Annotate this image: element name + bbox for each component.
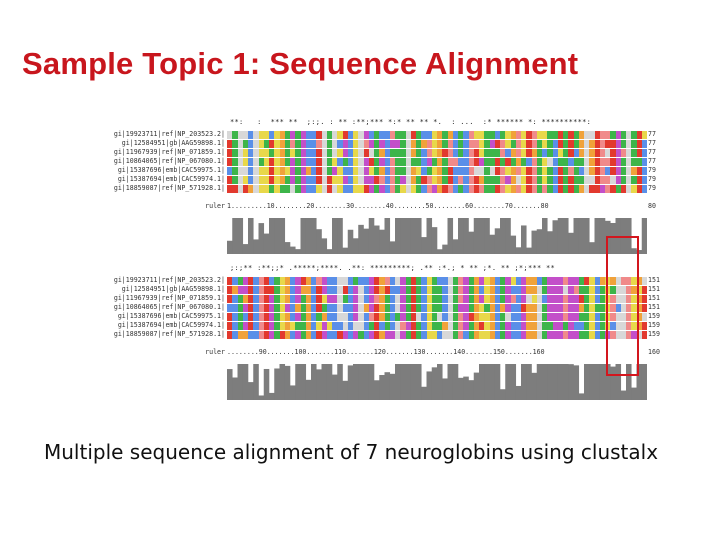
- conservation-bar: [306, 380, 312, 400]
- conservation-bar: [411, 218, 417, 254]
- conservation-bar: [505, 364, 511, 400]
- conservation-bar: [490, 235, 496, 254]
- conservation-histogram: [227, 364, 647, 400]
- conservation-bar: [526, 364, 532, 400]
- conservation-bar: [537, 229, 543, 254]
- conservation-bar: [306, 218, 312, 254]
- conservation-bar: [553, 364, 559, 400]
- conservation-bar: [238, 364, 244, 400]
- end-number: 159: [648, 321, 660, 329]
- end-number: 151: [648, 294, 660, 302]
- conservation-bar: [432, 367, 438, 400]
- sequence-row: [227, 285, 647, 294]
- conservation-bar: [458, 378, 464, 400]
- sequence-row: [227, 294, 647, 303]
- conservation-bar: [505, 218, 511, 254]
- sequence-name: gi|19923711|ref|NP_203523.2|: [113, 276, 225, 284]
- conservation-bar: [448, 218, 454, 254]
- conservation-bar: [264, 369, 270, 400]
- residue-cell: [642, 140, 647, 148]
- conservation-bar: [563, 218, 569, 254]
- consensus-line: **: : *** ** ;:;. : ** :**;*** *:* ** ** *. : ... :* ****** *: **********:: [230, 118, 592, 126]
- conservation-bar: [479, 218, 485, 254]
- conservation-bar: [421, 387, 427, 400]
- conservation-bar: [511, 364, 517, 400]
- conservation-bar: [227, 369, 233, 400]
- conservation-bar: [537, 364, 543, 400]
- conservation-bar: [500, 218, 506, 254]
- conservation-bar: [374, 226, 380, 254]
- conservation-bar: [301, 218, 307, 254]
- conservation-bar: [442, 378, 448, 400]
- residue-cell: [642, 331, 647, 339]
- conservation-bar: [358, 225, 364, 254]
- conservation-bar: [411, 364, 417, 400]
- conservation-bar: [432, 227, 438, 254]
- conservation-bar: [269, 218, 275, 254]
- sequence-row: [227, 276, 647, 285]
- alignment-figure: [70, 118, 660, 400]
- sequence-name: gi|18859087|ref|NP_571928.1|: [113, 330, 225, 338]
- conservation-bar: [290, 247, 296, 254]
- sequence-row: [227, 321, 647, 330]
- residue-cell: [642, 286, 647, 294]
- sequence-name: gi|15387694|emb|CAC59974.1|: [117, 175, 225, 183]
- ruler-label: ruler: [205, 348, 225, 356]
- sequence-row: [227, 303, 647, 312]
- conservation-bar: [521, 225, 527, 254]
- conservation-bar: [406, 218, 412, 254]
- conservation-bar: [327, 364, 333, 400]
- conservation-bar: [400, 218, 406, 254]
- residue-cell: [642, 167, 647, 175]
- conservation-bar: [563, 364, 569, 400]
- sequence-name: gi|19923711|ref|NP_203523.2|: [113, 130, 225, 138]
- residue-cell: [642, 313, 647, 321]
- conservation-bar: [348, 230, 354, 254]
- conservation-bar: [295, 364, 301, 400]
- conservation-bar: [358, 364, 364, 400]
- conservation-bar: [264, 234, 270, 254]
- conservation-bar: [427, 218, 433, 254]
- conservation-bar: [532, 231, 538, 254]
- sequence-row: [227, 312, 647, 321]
- conservation-bar: [631, 388, 637, 400]
- conservation-bar: [337, 364, 343, 400]
- sequence-name: gi|15387696|emb|CAC59975.1|: [117, 312, 225, 320]
- conservation-bar: [500, 389, 506, 400]
- conservation-bar: [322, 364, 328, 400]
- conservation-bar: [589, 242, 595, 254]
- conservation-bar: [547, 231, 553, 254]
- residue-cell: [642, 149, 647, 157]
- conservation-bar: [600, 218, 606, 254]
- end-number: 151: [648, 276, 660, 284]
- conservation-bar: [558, 364, 564, 400]
- ruler-label: ruler: [205, 202, 225, 210]
- sequence-rows: [227, 130, 647, 193]
- ruler-end-number: 160: [648, 348, 660, 356]
- end-number: 77: [648, 139, 656, 147]
- conservation-bar: [553, 220, 559, 254]
- conservation-bar: [416, 218, 422, 254]
- sequence-row: [227, 130, 647, 139]
- conservation-bar: [621, 391, 627, 400]
- sequence-row: [227, 139, 647, 148]
- sequence-row: [227, 175, 647, 184]
- conservation-bar: [274, 218, 280, 254]
- end-number: 151: [648, 303, 660, 311]
- conservation-bar: [322, 238, 328, 254]
- conservation-bar: [469, 380, 475, 400]
- conservation-bar: [589, 364, 595, 400]
- conservation-bar: [316, 369, 322, 400]
- conservation-bar: [579, 393, 585, 400]
- conservation-bar: [516, 386, 522, 400]
- conservation-bar: [584, 364, 590, 400]
- conservation-bar: [437, 249, 443, 254]
- conservation-bar: [379, 375, 385, 400]
- conservation-bar: [374, 380, 380, 400]
- conservation-bar: [301, 364, 307, 400]
- conservation-bar: [243, 364, 249, 400]
- conservation-bar: [453, 364, 459, 400]
- conservation-bar: [285, 242, 291, 254]
- conservation-bar: [558, 218, 564, 254]
- end-number: 77: [648, 130, 656, 138]
- conservation-bar: [364, 229, 370, 254]
- conservation-bar: [568, 233, 574, 254]
- conservation-bar: [280, 364, 286, 400]
- end-number: 77: [648, 148, 656, 156]
- conservation-bar: [269, 393, 275, 400]
- end-number: 159: [648, 312, 660, 320]
- conservation-bar: [238, 218, 244, 254]
- conservation-bar: [343, 248, 349, 254]
- conservation-bar: [311, 364, 317, 400]
- sequence-rows: [227, 276, 647, 339]
- conservation-bar: [595, 364, 601, 400]
- conservation-bar: [516, 247, 522, 254]
- conservation-bar: [574, 218, 580, 254]
- conservation-bar: [385, 218, 391, 254]
- conservation-bar: [427, 371, 433, 400]
- end-number: 79: [648, 184, 656, 192]
- ruler: 1.........10........20........30........40........50........60........70.......80: [227, 202, 549, 210]
- conservation-bar: [243, 244, 249, 254]
- conservation-bar: [390, 374, 396, 400]
- conservation-bar: [395, 364, 401, 400]
- end-number: 79: [648, 166, 656, 174]
- sequence-end-numbers: [648, 276, 678, 339]
- sequence-name: gi|11967939|ref|NP_071859.1|: [113, 148, 225, 156]
- residue-cell: [642, 158, 647, 166]
- conservation-bar: [353, 238, 359, 254]
- conservation-bar: [353, 364, 359, 400]
- conservation-bar: [479, 364, 485, 400]
- conservation-bar: [385, 372, 391, 400]
- conservation-bar: [395, 218, 401, 254]
- residue-cell: [642, 185, 647, 193]
- conservation-bar: [259, 223, 265, 254]
- conservation-bar: [274, 368, 280, 400]
- conservation-bar: [542, 218, 548, 254]
- sequence-row: [227, 184, 647, 193]
- conservation-bar: [474, 218, 480, 254]
- conservation-bar: [458, 218, 464, 254]
- residue-cell: [642, 176, 647, 184]
- conservation-bar: [469, 232, 475, 254]
- conservation-bar: [521, 364, 527, 400]
- sequence-end-numbers: [648, 130, 678, 193]
- highlight-box: [606, 236, 639, 376]
- conservation-bar: [280, 218, 286, 254]
- residue-cell: [642, 131, 647, 139]
- conservation-bar: [448, 364, 454, 400]
- conservation-bar: [526, 248, 532, 254]
- conservation-bar: [421, 237, 427, 254]
- conservation-bar: [547, 364, 553, 400]
- conservation-bar: [442, 245, 448, 254]
- conservation-bar: [253, 239, 259, 254]
- conservation-bar: [474, 373, 480, 400]
- conservation-bar: [259, 395, 265, 400]
- conservation-bar: [416, 364, 422, 400]
- conservation-bar: [248, 218, 254, 254]
- conservation-bar: [253, 364, 259, 400]
- conservation-bar: [406, 364, 412, 400]
- conservation-bar: [232, 378, 238, 401]
- sequence-row: [227, 330, 647, 339]
- end-number: 159: [648, 330, 660, 338]
- sequence-names: [70, 130, 225, 193]
- conservation-bar: [337, 218, 343, 254]
- conservation-bar: [484, 364, 490, 400]
- conservation-bar: [295, 249, 301, 254]
- residue-cell: [642, 295, 647, 303]
- conservation-bar: [484, 218, 490, 254]
- conservation-bar: [453, 239, 459, 254]
- conservation-bar: [400, 364, 406, 400]
- conservation-bar: [595, 218, 601, 254]
- sequence-name: gi|18859087|ref|NP_571928.1|: [113, 184, 225, 192]
- conservation-bar: [579, 218, 585, 254]
- conservation-bar: [642, 218, 647, 254]
- end-number: 77: [648, 157, 656, 165]
- conservation-bar: [332, 218, 338, 254]
- conservation-bar: [327, 249, 333, 254]
- sequence-row: [227, 148, 647, 157]
- conservation-bar: [642, 364, 647, 400]
- conservation-bar: [348, 365, 354, 400]
- conservation-bar: [463, 377, 469, 400]
- conservation-bar: [332, 375, 338, 400]
- ruler: ........90.......100.......110.......120.......130.......140.......150.......160: [227, 348, 545, 356]
- conservation-bar: [568, 364, 574, 400]
- conservation-bar: [437, 364, 443, 400]
- residue-cell: [642, 277, 647, 285]
- consensus-line: ;:;** :**;;* .*****;****. .**: *********; .** :*.; * ** ;*. ** ;*;*** **: [230, 264, 556, 272]
- conservation-bar: [227, 241, 233, 254]
- conservation-bar: [316, 229, 322, 254]
- conservation-bar: [490, 364, 496, 400]
- residue-cell: [642, 304, 647, 312]
- conservation-bar: [495, 364, 501, 400]
- conservation-bar: [379, 230, 385, 254]
- conservation-bar: [369, 218, 375, 254]
- conservation-bar: [248, 382, 254, 400]
- conservation-bar: [542, 364, 548, 400]
- conservation-bar: [532, 373, 538, 400]
- end-number: 79: [648, 175, 656, 183]
- sequence-name: gi|10864065|ref|NP_067080.1|: [113, 303, 225, 311]
- slide-title: Sample Topic 1: Sequence Alignment: [22, 46, 579, 81]
- sequence-name: gi|10864065|ref|NP_067080.1|: [113, 157, 225, 165]
- sequence-name: gi|15387694|emb|CAC59974.1|: [117, 321, 225, 329]
- conservation-bar: [311, 218, 317, 254]
- residue-cell: [642, 322, 647, 330]
- conservation-bar: [495, 228, 501, 254]
- conservation-bar: [290, 385, 296, 400]
- sequence-names: [70, 276, 225, 339]
- ruler-end-number: 80: [648, 202, 656, 210]
- conservation-bar: [343, 381, 349, 400]
- sequence-row: [227, 166, 647, 175]
- conservation-bar: [511, 236, 517, 254]
- sequence-name: gi|12584951|gb|AAG59898.1|: [121, 139, 225, 147]
- conservation-bar: [285, 366, 291, 400]
- slide-caption: Multiple sequence alignment of 7 neuroglobins using clustalx: [44, 440, 659, 464]
- conservation-bar: [584, 218, 590, 254]
- end-number: 151: [648, 285, 660, 293]
- sequence-name: gi|12584951|gb|AAG59898.1|: [121, 285, 225, 293]
- conservation-bar: [463, 218, 469, 254]
- conservation-histogram: [227, 218, 647, 254]
- sequence-name: gi|11967939|ref|NP_071859.1|: [113, 294, 225, 302]
- sequence-row: [227, 157, 647, 166]
- conservation-bar: [390, 241, 396, 254]
- conservation-bar: [574, 365, 580, 400]
- conservation-bar: [369, 364, 375, 400]
- conservation-bar: [232, 218, 238, 254]
- conservation-bar: [600, 364, 606, 400]
- conservation-bar: [364, 364, 370, 400]
- sequence-name: gi|15387696|emb|CAC59975.1|: [117, 166, 225, 174]
